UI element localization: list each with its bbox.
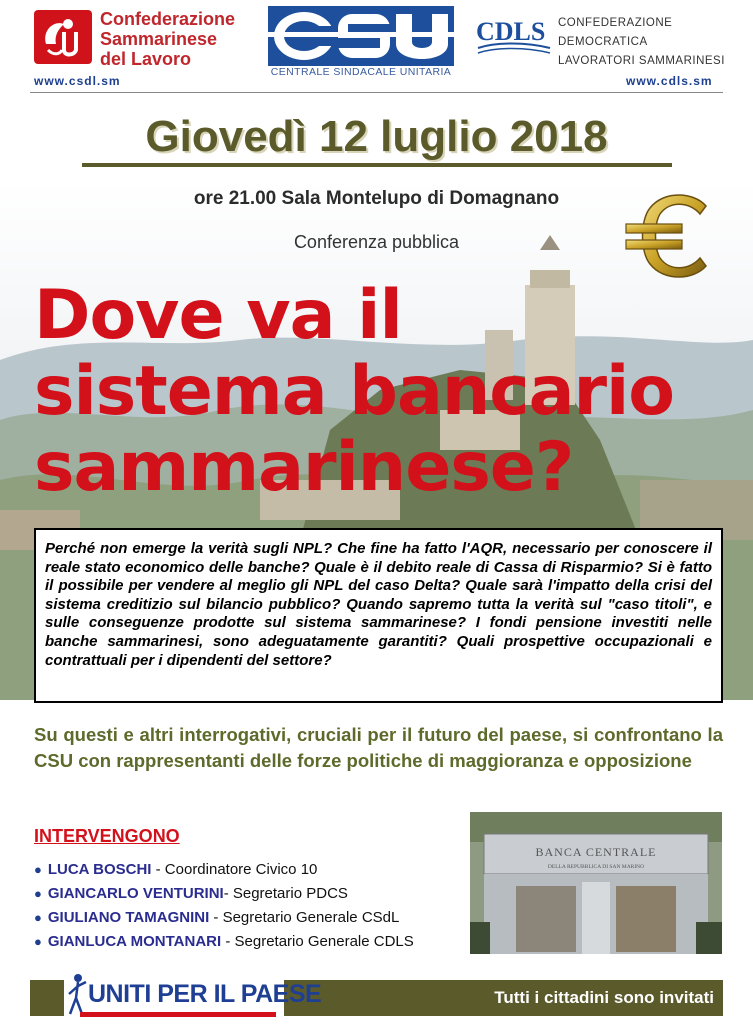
- event-time-place: ore 21.00 Sala Montelupo di Domagnano: [193, 188, 560, 209]
- speaker-name: LUCA BOSCHI: [47, 861, 152, 878]
- speaker-role: - Segretario Generale CSdL: [209, 909, 400, 926]
- footer-logo-text: UNITI PER IL PAESE: [88, 980, 322, 1008]
- speaker-role: - Coordinatore Civico 10: [151, 861, 318, 878]
- headline-line-1: Dove va il: [34, 276, 402, 355]
- speaker-item: [34, 858, 464, 882]
- bullet-icon: ●: [34, 886, 42, 901]
- intro-text: Su questi e altri interrogativi, cruciali per il futuro del paese, si confrontano la CSU con rappresentanti delle forze politiche di maggioranza e opposizione: [34, 724, 723, 771]
- speakers-list: [34, 858, 464, 954]
- speakers-title: INTERVENGONO: [34, 826, 180, 846]
- speaker-name: GIANLUCA MONTANARI: [47, 933, 222, 950]
- event-type: Conferenza pubblica: [293, 232, 460, 252]
- speaker-name: GIULIANO TAMAGNINI: [47, 909, 210, 926]
- footer-logo-underline: [80, 1012, 276, 1017]
- csdl-name: Confederazione Sammarinese del Lavoro: [100, 9, 236, 69]
- event-date: Giovedì 12 luglio 2018: [145, 112, 608, 161]
- bullet-icon: ●: [34, 910, 42, 925]
- footer-invite: Tutti i cittadini sono invitati: [494, 988, 714, 1007]
- uniti-per-il-paese-logo: [64, 968, 322, 1020]
- csdl-logo: [34, 10, 92, 64]
- speaker-role: - Segretario Generale CDLS: [221, 933, 414, 950]
- person-icon: [66, 972, 88, 1016]
- date-underline: [82, 163, 672, 167]
- speaker-item: [34, 930, 464, 954]
- headline-line-2: sistema bancario: [34, 352, 675, 431]
- cdls-url[interactable]: www.cdls.sm: [626, 74, 713, 88]
- speaker-role: - Segretario PDCS: [223, 885, 348, 902]
- header-divider: [30, 92, 723, 93]
- banca-centrale-photo: [470, 812, 722, 954]
- header: [0, 0, 753, 100]
- headline: [34, 278, 734, 506]
- bank-sign-line2: DELLA REPUBBLICA DI SAN MARINO: [547, 864, 645, 870]
- bullet-icon: ●: [34, 862, 42, 877]
- speaker-item: [34, 882, 464, 906]
- speaker-name: GIANCARLO VENTURINI: [47, 885, 224, 902]
- cdls-logo-text: CDLS: [476, 17, 546, 46]
- speaker-item: [34, 906, 464, 930]
- cdls-logo: [476, 16, 552, 56]
- euro-symbol-icon: [620, 186, 720, 286]
- headline-line-3: sammarinese?: [34, 428, 574, 507]
- bullet-icon: ●: [34, 934, 42, 949]
- csu-name: CENTRALE SINDACALE UNITARIA: [270, 66, 452, 78]
- cdls-name: CONFEDERAZIONE DEMOCRATICA LAVORATORI SAMMARINESI: [558, 17, 725, 67]
- bank-sign-line1: BANCA CENTRALE: [535, 845, 657, 859]
- csdl-url[interactable]: www.csdl.sm: [34, 74, 121, 88]
- questions-box: Perché non emerge la verità sugli NPL? Che fine ha fatto l'AQR, necessario per conoscere il reale stato economico delle banche? Quale è il debito reale di Cassa di Risparmio? Si è fatto il possibile per vendere al meglio gli NPL del caso Delta? Quale sarà l'impatto della crisi del sistema creditizio sul bilancio pubblico? Quando sapremo tutta la verità sul "caso titoli", e sulle conseguenze prodotte sul sistema sammarinese? I fondi pensione investiti nelle banche sammarinesi, sono adeguatamente garantiti? Quali prospettive occupazionali e contrattuali per i dipendenti del settore?: [34, 528, 723, 703]
